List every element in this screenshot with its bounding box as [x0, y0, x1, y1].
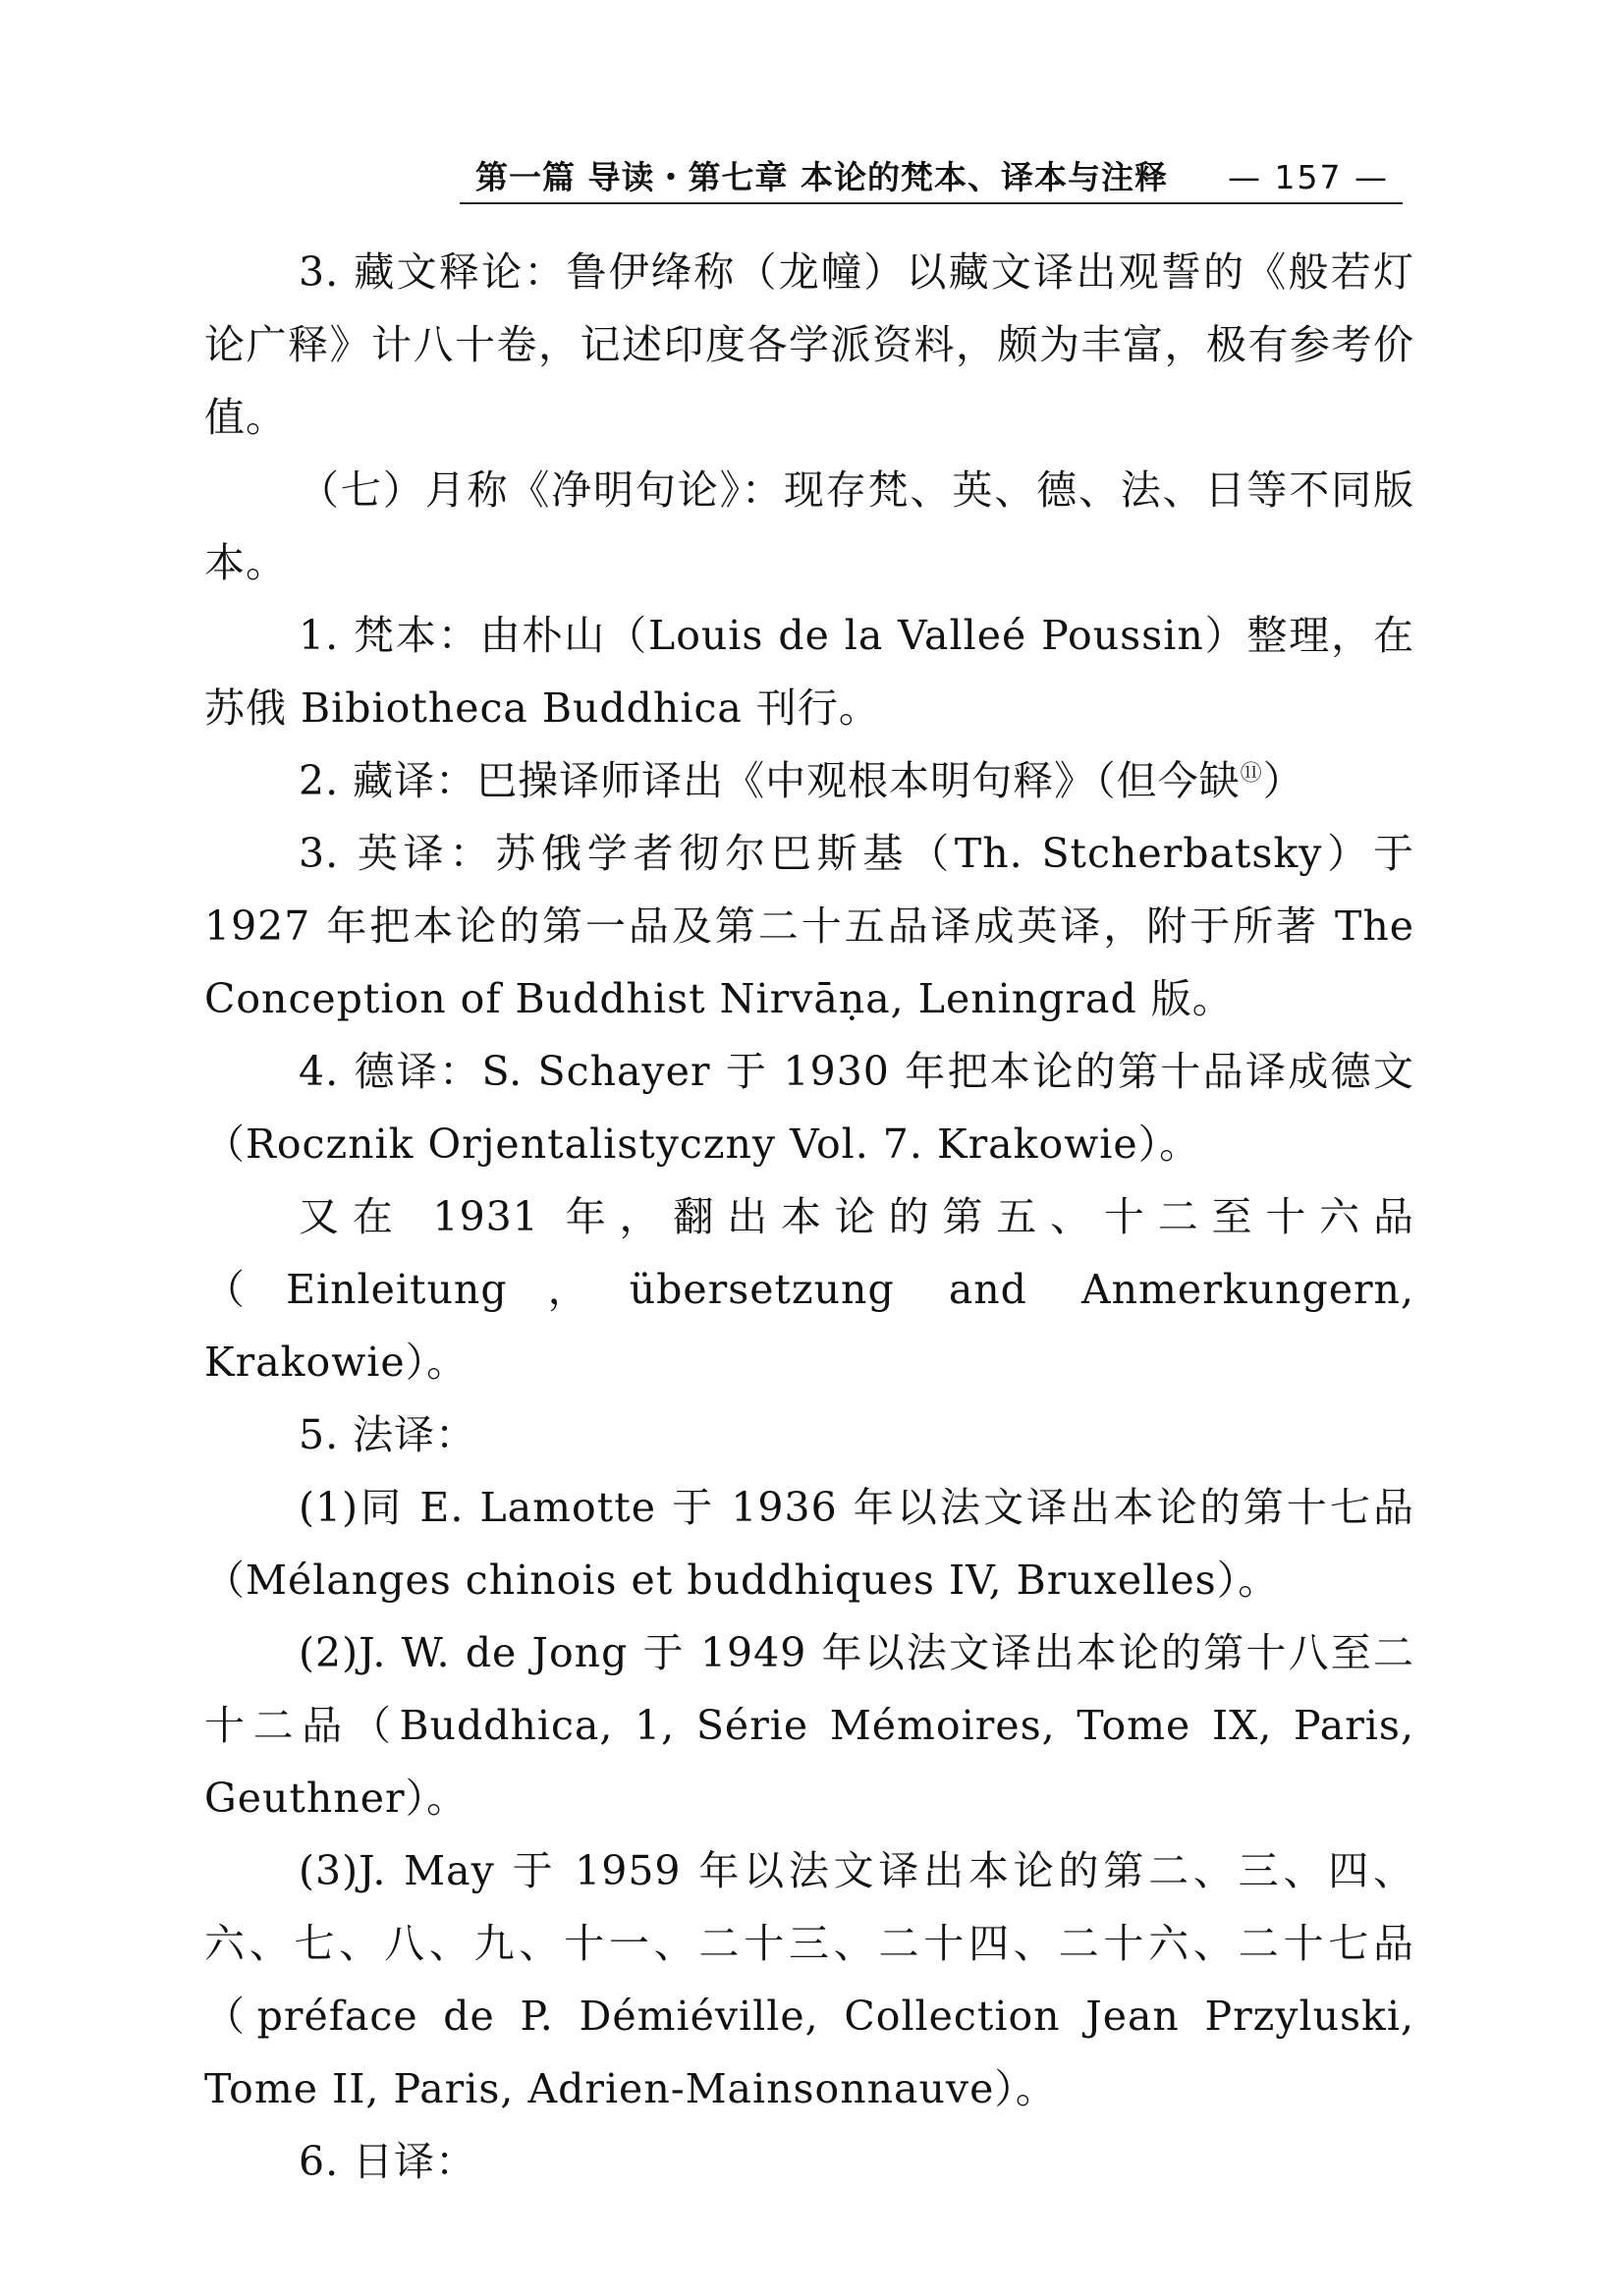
- paragraph: (1)同 E. Lamotte 于 1936 年以法文译出本论的第十七品（Mélanges chinois et buddhiques IV, Bruxelles）。: [204, 1484, 1414, 1604]
- paragraph-text-end: ）: [1262, 757, 1304, 804]
- header-title: 第一篇 导读・第七章 本论的梵本、译本与注释: [475, 158, 1168, 196]
- paragraph: （七）月称《净明句论》：现存梵、英、德、法、日等不同版本。: [204, 466, 1414, 586]
- paragraph: (3)J. May 于 1959 年以法文译出本论的第二、三、四、六、七、八、九、十一、二十三、二十四、二十六、二十七品（préface de P. Démiéville, Collection Jean Przyluski, Tome II, Paris, Adrien-Mainsonnauve）。: [204, 1847, 1414, 2112]
- page-number: — 157 —: [1228, 158, 1389, 196]
- paragraph: 5. 法译：: [299, 1411, 477, 1458]
- body-text: [204, 236, 1414, 2198]
- running-header: [460, 149, 1403, 206]
- paragraph: 又在 1931 年，翻出本论的第五、十二至十六品（Einleitung，übersetzung and Anmerkungern, Krakowie）。: [204, 1193, 1414, 1386]
- paragraph: 3. 藏文释论：鲁伊绛称（龙幢）以藏文译出观誓的《般若灯论广释》计八十卷，记述印度各学派资料，颇为丰富，极有参考价值。: [204, 248, 1414, 441]
- header-rule: [460, 202, 1403, 204]
- paragraph: (2)J. W. de Jong 于 1949 年以法文译出本论的第十八至二十二品（Buddhica, 1, Série Mémoires, Tome IX, Paris, Geuthner）。: [204, 1629, 1414, 1822]
- paragraph: 1. 梵本：由朴山（Louis de la Valleé Poussin）整理，在苏俄 Bibiotheca Buddhica 刊行。: [204, 612, 1414, 732]
- paragraph-text: 2. 藏译：巴操译师译出《中观根本明句释》（但今缺: [299, 757, 1241, 804]
- footnote-marker: ⑪: [1240, 761, 1263, 787]
- paragraph: 3. 英译：苏俄学者彻尔巴斯基（Th. Stcherbatsky）于 1927 年把本论的第一品及第二十五品译成英译，附于所著 The Conception of Buddhist Nirvāṇa, Leningrad 版。: [204, 830, 1414, 1022]
- paragraph: 6. 日译：: [299, 2138, 477, 2185]
- paragraph: 4. 德译：S. Schayer 于 1930 年把本论的第十品译成德文（Rocznik Orjentalistyczny Vol. 7. Krakowie）。: [204, 1048, 1414, 1168]
- paragraph: [204, 744, 1414, 817]
